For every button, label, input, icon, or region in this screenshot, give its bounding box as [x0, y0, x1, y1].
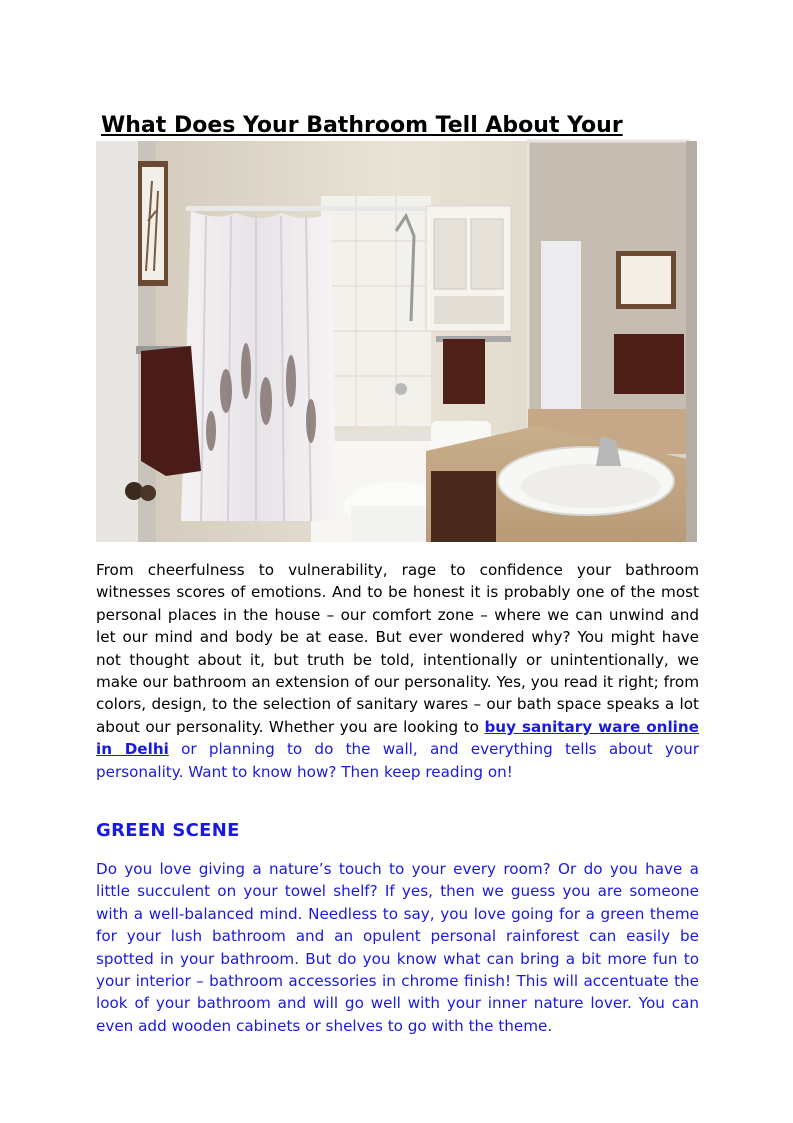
bathroom-photo — [96, 141, 697, 542]
buy-sanitary-link[interactable]: buy sanitary — [484, 717, 599, 736]
green-scene-paragraph: Do you love giving a nature’s touch to your every room? Or do you have a little succulent on your towel shelf? If yes, then we guess you are someone with a well-balanced mind. Needless to say, you love going for a green theme for your lush bathroom and an opulent personal rainforest can easily be spotted in your bathroom. But do you know what can bring a bit more fun to your interior – bathroom accessories in chrome finish! This will accentuate the look of your bathroom and will go well with your inner nature lover. You can even add wooden cabinets or shelves to go with the theme. — [96, 860, 699, 1035]
page-title: What Does Your Bathroom Tell About Your — [101, 112, 623, 138]
section-heading: GREEN SCENE — [96, 820, 240, 841]
intro-text: From cheerfulness to vulnerability, rage to confidence your bathroom witnesses scores of emotions. And to be honest it is probably one of the most personal places in the house – our comfort zone – where we can unwind and let our mind and body be at ease. But ever wondered why? You might have not thought about it, but truth be told, intentionally or unintentionally, we make our bathroom an extension of our personality. Yes, you read it right; from colors, design, to the selection of sanitary wares – our bath space speaks a lot about our personality. Whether you are looking to — [96, 561, 699, 736]
ware-online-delhi-link[interactable]: ware online in Delhi — [96, 717, 699, 759]
intro-paragraph — [96, 559, 699, 783]
intro-tail-text: or planning to do the wall, and everything tells about your personality. Want to know how? Then keep reading on! — [96, 740, 700, 781]
